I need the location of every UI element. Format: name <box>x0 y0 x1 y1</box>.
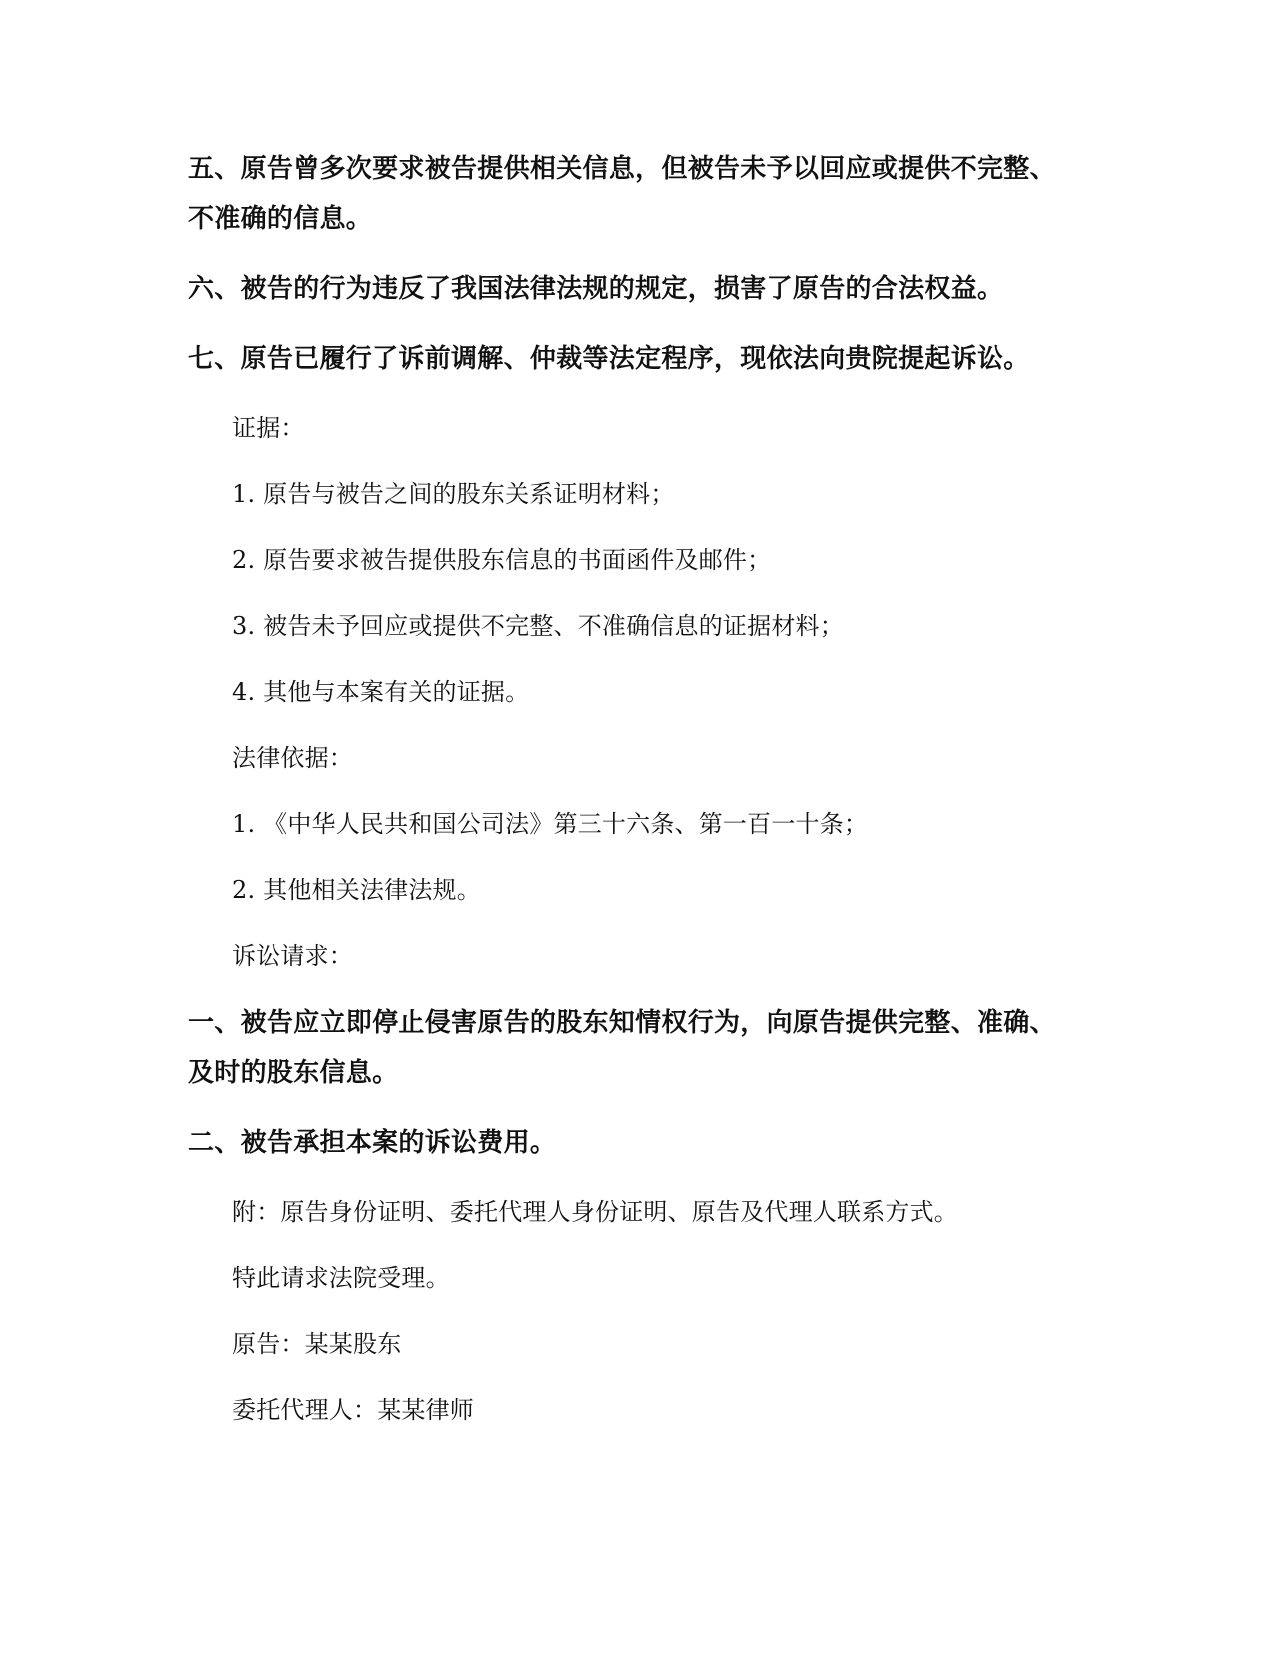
fact-item-7: 七、原告已履行了诉前调解、仲裁等法定程序，现依法向贵院提起诉讼。 <box>188 344 1030 374</box>
attachment-note: 附：原告身份证明、委托代理人身份证明、原告及代理人联系方式。 <box>232 1198 958 1226</box>
claim-2: 二、被告承担本案的诉讼费用。 <box>188 1128 557 1158</box>
fact-item-5-line-2: 不准确的信息。 <box>188 204 373 234</box>
evidence-item: 4. 其他与本案有关的证据。 <box>232 678 530 706</box>
legal-basis-heading: 法律依据： <box>232 744 353 772</box>
fact-item-6: 六、被告的行为违反了我国法律法规的规定，损害了原告的合法权益。 <box>188 274 1004 304</box>
evidence-item: 2. 原告要求被告提供股东信息的书面函件及邮件； <box>232 546 772 574</box>
claims-heading: 诉讼请求： <box>232 942 353 970</box>
plaintiff-signature: 原告：某某股东 <box>232 1330 402 1358</box>
legal-basis-item: 1. 《中华人民共和国公司法》第三十六条、第一百一十条； <box>232 810 869 838</box>
legal-basis-item: 2. 其他相关法律法规。 <box>232 876 481 904</box>
fact-item-5-line-1: 五、原告曾多次要求被告提供相关信息，但被告未予以回应或提供不完整、 <box>188 154 1056 184</box>
evidence-item: 3. 被告未予回应或提供不完整、不准确信息的证据材料； <box>232 612 844 640</box>
evidence-heading: 证据： <box>232 414 305 442</box>
claim-1-line-2: 及时的股东信息。 <box>188 1058 399 1088</box>
closing-request: 特此请求法院受理。 <box>232 1264 450 1292</box>
claim-1-line-1: 一、被告应立即停止侵害原告的股东知情权行为，向原告提供完整、准确、 <box>188 1008 1056 1038</box>
agent-signature: 委托代理人：某某律师 <box>232 1396 474 1424</box>
evidence-item: 1. 原告与被告之间的股东关系证明材料； <box>232 480 675 508</box>
